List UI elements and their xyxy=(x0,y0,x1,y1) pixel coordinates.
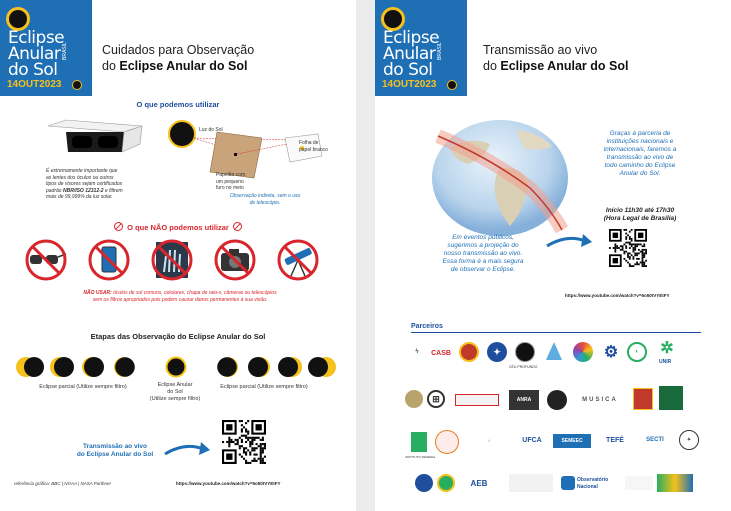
stage-label-3: Eclipse parcial (Utilize sempre filtro) xyxy=(220,384,308,390)
partners-divider xyxy=(411,332,701,333)
partnership-text-2: instituições nacionais e xyxy=(606,138,674,145)
partner-logo-17 xyxy=(659,386,683,410)
partner-logo-ifce xyxy=(411,432,427,452)
warning-label: NÃO USAR: xyxy=(83,290,112,296)
cannot-use-label: O que NÃO podemos utilizar xyxy=(127,223,229,232)
partner-logo-3 xyxy=(459,342,479,362)
logo-date: 14OUT2023 xyxy=(7,79,62,90)
partner-logo-10 xyxy=(405,390,423,408)
graphic-reference: referência gráfica: BBC | NOAA | NASA Parthner xyxy=(14,481,112,486)
logo-line-3: do Sol xyxy=(383,60,433,80)
cellphone-forbidden-icon xyxy=(85,238,133,282)
stage-label-2b: do Sol xyxy=(167,389,183,395)
logo-date: 14OUT2023 xyxy=(382,79,437,90)
paper-label-2: papel branco xyxy=(299,146,328,153)
observatorio-line-1: Observatório xyxy=(577,477,609,483)
eclipse-dot-icon xyxy=(73,81,81,89)
glasses-text-3: tipos de visores sejam certificados xyxy=(46,181,123,187)
stage-label-2 xyxy=(140,382,210,403)
broadcast-time-1: Início 11h30 até 17h30 xyxy=(605,207,675,214)
sunlight-label: Luz do Sol xyxy=(199,127,223,133)
eclipse-stages-diagram xyxy=(14,355,344,379)
title-prefix: do xyxy=(102,59,120,73)
glasses-text-2: as lentes dos óculos ou outros xyxy=(46,174,114,181)
cardboard-label xyxy=(216,172,245,192)
partner-logo-19 xyxy=(435,430,459,454)
partner-logo-1: ϟ xyxy=(415,349,419,355)
partner-logo-14 xyxy=(547,390,567,410)
logo-line-1: Eclipse xyxy=(8,28,65,48)
observatorio-line-2: Nacional xyxy=(577,483,598,490)
xray-forbidden-icon xyxy=(148,238,196,282)
partner-logo-ufca: UFCA xyxy=(522,436,542,444)
qr-code[interactable] xyxy=(609,229,647,267)
public-text-2: sugerimos a projeção do xyxy=(447,242,519,249)
cardboard-label-1: Papelão com xyxy=(216,172,246,178)
glasses-text-4a: padrão xyxy=(46,187,63,194)
paper-label-1: Folha de xyxy=(299,140,319,146)
public-text-5: de observar o Eclipse. xyxy=(450,266,516,273)
title-prefix: do xyxy=(483,59,501,73)
partner-logo-7 xyxy=(573,342,593,362)
partner-logo-30 xyxy=(509,474,553,492)
paper-label xyxy=(299,140,328,153)
partner-logo-ceu xyxy=(515,342,535,362)
partnership-text-3: internacionais, faremos a xyxy=(603,146,677,153)
poster-title xyxy=(483,42,628,74)
eclipse-path-globe xyxy=(430,118,570,238)
partner-logo-unir-icon: ✲ xyxy=(660,340,674,357)
partner-logo-casb: CASB xyxy=(431,349,451,357)
stage-partial-7 xyxy=(278,357,302,377)
partner-ceu-label: CÉU PROFUNDO xyxy=(509,365,538,369)
eclipse-logo xyxy=(0,0,92,96)
partner-logo-aeb: AEB xyxy=(470,478,488,488)
arrow-right-icon xyxy=(545,230,595,252)
poster-title xyxy=(102,42,254,74)
partner-logo-32 xyxy=(625,476,653,490)
glasses-text xyxy=(46,168,166,201)
prohibited-icon xyxy=(233,222,242,231)
partner-logo-11: ⊞ xyxy=(427,390,445,408)
live-line-2: do Eclipse Anular do Sol xyxy=(76,451,154,458)
warning-text xyxy=(30,290,330,303)
stage-label-1: Eclipse parcial (Utilize sempre filtro) xyxy=(39,384,127,390)
eclipse-logo xyxy=(375,0,467,96)
eclipse-sun-icon xyxy=(384,10,402,28)
indirect-text-1: Observação indireta, sem o uso xyxy=(229,193,301,199)
indirect-text-2: de telescópio. xyxy=(249,199,281,206)
logo-line-2: Anular xyxy=(383,44,436,64)
arrow-right-icon xyxy=(163,438,211,460)
stage-annular xyxy=(166,357,187,378)
glasses-text-1: É extremamente importante que xyxy=(46,168,118,174)
glasses-text-4c: e filtrem xyxy=(103,187,123,194)
youtube-url[interactable]: https://www.youtube.com/watch?v=5o50tVYEtFY xyxy=(176,481,281,486)
title-bold: Eclipse Anular do Sol xyxy=(119,59,248,73)
brazil-flag-icon xyxy=(437,474,455,492)
public-events-text xyxy=(423,234,543,274)
partner-logo-9: ◐ xyxy=(627,342,647,362)
gear-icon: ⚙ xyxy=(603,344,619,361)
logo-country: BRASIL xyxy=(62,42,68,60)
public-text-1: Em eventos públicos, xyxy=(452,234,514,241)
partner-logo-musica: MUSICA xyxy=(582,397,618,403)
logo-line-2: Anular xyxy=(8,44,61,64)
stage-partial-1 xyxy=(16,357,44,377)
partner-logo-12 xyxy=(455,394,499,406)
warning-line-1: óculos de sol comuns, celulares, chapa de raio-x, câmeras ou telescópios xyxy=(111,290,277,296)
partner-logo-26: ✦ xyxy=(679,430,699,450)
warning-line-2: sem os filtros apropriados pois podem causar danos permanentes à sua visão. xyxy=(92,296,268,303)
safety-poster xyxy=(0,0,356,511)
forbidden-items xyxy=(22,238,322,282)
cardboard-label-3: furo no meio xyxy=(216,185,244,191)
partner-unir-label: UNIR xyxy=(659,359,672,365)
eclipse-sun-icon xyxy=(9,10,27,28)
logo-country: BRASIL xyxy=(437,42,443,60)
live-line-1: Transmissão ao vivo xyxy=(83,443,147,450)
telescope-forbidden-icon xyxy=(274,238,322,282)
stage-partial-6 xyxy=(248,357,270,377)
glasses-standard: NBR/ISO 12312-2 xyxy=(62,187,104,194)
eclipse-dot-icon xyxy=(448,81,456,89)
broadcast-time xyxy=(595,207,685,223)
stage-partial-2 xyxy=(50,357,74,377)
partner-logo-secti: SECTI xyxy=(646,437,664,443)
public-text-3: nosso transmissão ao vivo. xyxy=(443,250,523,257)
partnership-text-4: transmissão ao vivo de xyxy=(606,154,674,161)
logo-line-3: do Sol xyxy=(8,60,58,80)
indirect-text xyxy=(200,193,330,206)
partner-logo-4: ✦ xyxy=(487,342,507,362)
stage-label-2c: (Utilize sempre filtro) xyxy=(149,396,201,402)
stages-title: Etapas das Observação do Eclipse Anular do Sol xyxy=(90,332,266,341)
logo-line-1: Eclipse xyxy=(383,28,440,48)
stage-label-2a: Eclipse Anular xyxy=(157,382,193,388)
live-stream-text xyxy=(60,443,170,459)
can-use-title: O que podemos utilizar xyxy=(136,100,220,109)
prohibited-icon xyxy=(114,222,123,231)
partnership-text-6: Anular do Sol. xyxy=(619,170,661,177)
public-text-4: Essa forma é a mais segura xyxy=(442,258,524,265)
sunglasses-forbidden-icon xyxy=(22,238,70,282)
glasses-text-5: mais de 99,999% da luz solar. xyxy=(46,194,113,200)
qr-code[interactable] xyxy=(222,420,266,464)
title-line-1: Transmissão ao vivo xyxy=(483,43,598,57)
broadcast-time-2: (Hora Legal de Brasília) xyxy=(603,215,677,222)
stage-partial-4 xyxy=(114,357,135,377)
title-bold: Eclipse Anular do Sol xyxy=(500,59,629,73)
partner-ifce-label: INSTITUTO FEDERAL xyxy=(405,455,436,459)
partner-logo-semeec: SEMEEC xyxy=(553,434,591,448)
partner-observatorio-label xyxy=(577,477,608,490)
partnership-text-1: Graças à parceria de xyxy=(609,130,671,137)
partner-logo-27 xyxy=(415,474,433,492)
live-stream-poster xyxy=(375,0,731,511)
partner-logo-16 xyxy=(633,388,653,410)
stage-partial-5 xyxy=(217,357,238,377)
title-line-1: Cuidados para Observação xyxy=(102,43,255,57)
partner-logo-6 xyxy=(543,340,565,362)
partnership-text xyxy=(580,130,700,178)
eclipse-glasses-icon xyxy=(46,118,146,163)
partnership-text-5: todo caminho do Eclipse xyxy=(604,162,676,169)
partners-title: Parceiros xyxy=(411,323,443,330)
partner-logo-31 xyxy=(561,476,575,490)
cannot-use-title xyxy=(0,222,356,232)
partner-logo-anra: ANRA xyxy=(509,390,539,410)
youtube-url[interactable]: https://www.youtube.com/watch?v=5o50tVYEtFY xyxy=(565,293,670,298)
camera-forbidden-icon xyxy=(211,238,259,282)
cardboard-label-2: um pequeno xyxy=(216,178,244,185)
partner-logo-20: ☼ xyxy=(486,438,492,444)
partner-logo-tefe: TEFÉ xyxy=(606,436,624,444)
partner-logo-33 xyxy=(657,474,693,492)
stage-partial-8 xyxy=(308,357,336,377)
stage-partial-3 xyxy=(82,357,104,377)
